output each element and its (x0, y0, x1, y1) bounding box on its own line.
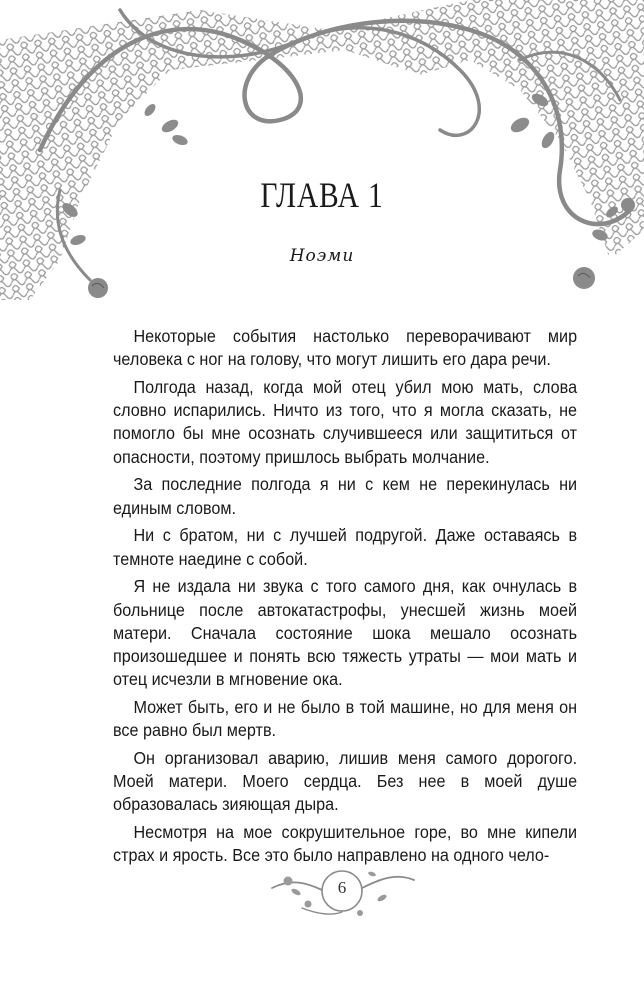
paragraph: За последние полгода я ни с кем не перекинулась ни единым словом. (113, 474, 578, 518)
paragraph: Может быть, его и не было в той машине, но для меня он все равно был мертв. (113, 697, 578, 741)
paragraph: Он организовал аварию, лишив меня самого дорогого. Моей матери. Моего сердца. Без нее в моей душе образовалась зияющая дыра. (113, 748, 578, 815)
paragraph: Я не издала ни звука с того самого дня, как очнулась в больнице после автокатастрофы, унесшей жизнь моей матери. Сначала состояние шока мешало осознать произошедшее и понять всю тяжесть утраты — мои мать и отец исчезли в мгновение ока. (113, 576, 578, 690)
chapter-subtitle: Ноэми (289, 246, 355, 266)
paragraph: Полгода назад, когда мой отец убил мою мать, слова словно испарились. Ничто из того, что я могла сказать, не помогло бы мне осознать случившееся или защититься от опасности, поэтому пришлось выбрать молчание. (113, 377, 578, 467)
paragraph: Ни с братом, ни с лучшей подругой. Даже оставаясь в темноте наедине с собой. (113, 525, 578, 569)
page-number: 6 (337, 878, 347, 897)
chapter-title: ГЛАВА 1 (260, 175, 384, 215)
body-text (113, 325, 577, 872)
paragraph: Некоторые события настолько переворачивают мир человека с ног на голову, что могут лишить его дара речи. (113, 326, 578, 370)
paragraph: Несмотря на мое сокрушительное горе, во мне кипели страх и ярость. Все это было направлено на одного чело- (113, 822, 578, 866)
chapter-header-ornament (0, 0, 644, 320)
